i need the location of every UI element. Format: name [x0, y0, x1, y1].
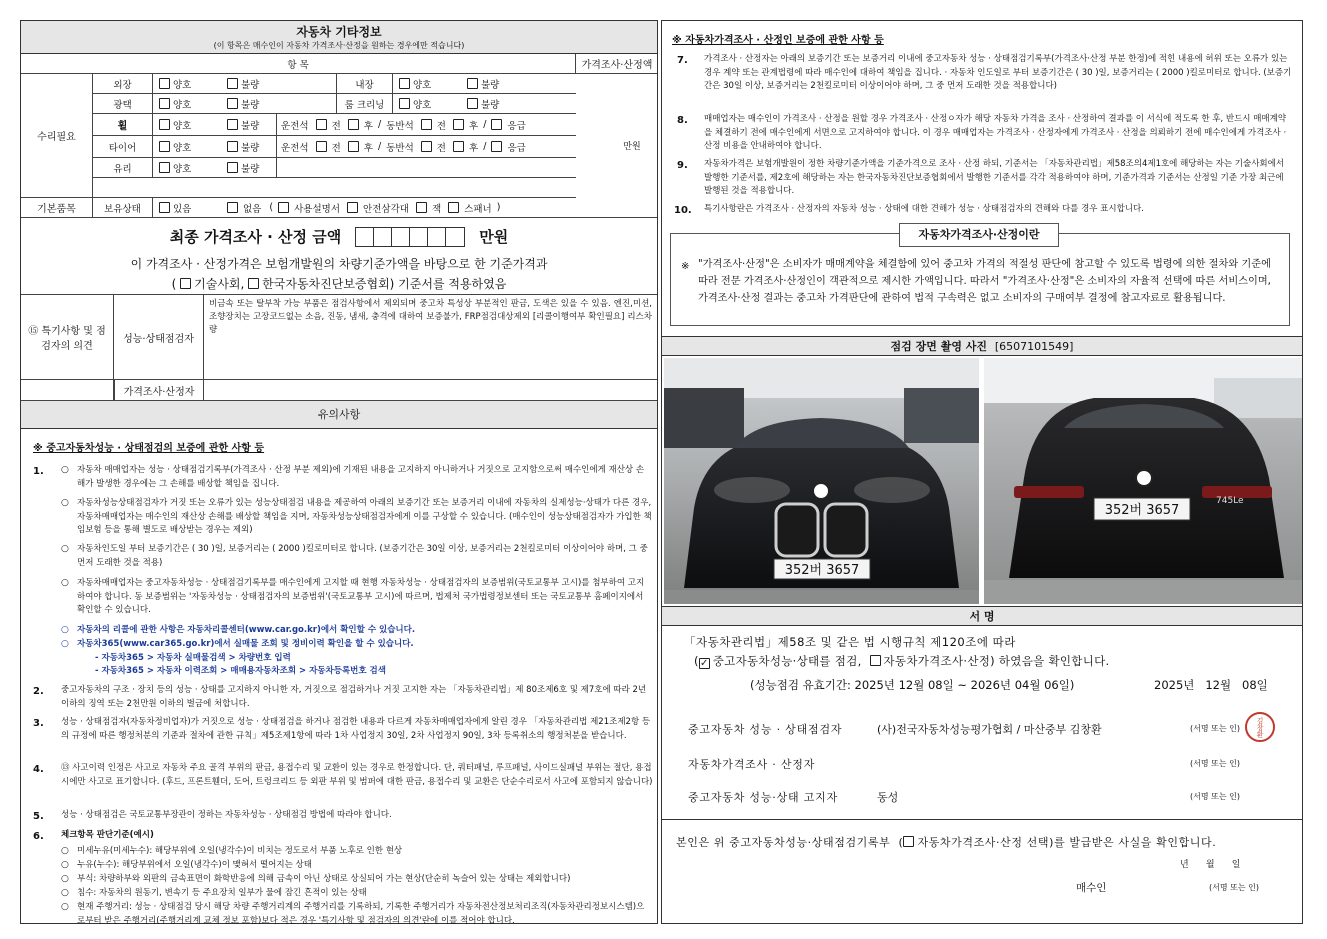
item-number: 1. [33, 466, 44, 477]
inspector-seal: 김창환 [1245, 712, 1275, 742]
car365-path-2: - 자동차365 > 자동차 이력조회 > 매매용자동차조회 > 자동차등록번호 검색 [95, 666, 386, 676]
label-exterior: 외장 [93, 74, 153, 93]
model-badge: 745Le [1216, 496, 1244, 506]
wheel-positions[interactable]: 운전석 전 후 / 동반석 전 후 / 응급 [281, 119, 526, 132]
caution-item: 체크항목 판단기준(예시) [61, 830, 154, 840]
item-number: 10. [674, 205, 692, 216]
signature-header: 서 명 [662, 606, 1302, 626]
tech-society-checkbox[interactable] [180, 278, 191, 289]
row-exterior [93, 74, 576, 94]
receipt-date: 년 월 일 [1180, 860, 1241, 870]
caution-item: 성능 · 상태점검자(자동차정비업자)가 거짓으로 성능 · 상태점검을 하거나 점검한 내용과 다르게 자동차매매업자에게 알린 경우 「자동차관리법 제21조제2항 등의 규정에 따른 행정처분의 기준과 절차에 관한 규칙」제5조제1항에 따라 1차 사업정지 30일, 2차 사업정지 90일, 3차 등록취소의 행정처분을 받습니다. [61, 717, 651, 741]
item-number: 5. [33, 811, 44, 822]
caution-item: ○ 자동차성능상태점검자가 거짓 또는 오류가 있는 성능상태점검 내용을 제공하여 아래의 보증기간 또는 보증거리 이내에 자동차의 실제성능·상태가 다른 경우, 자동차매매업자는 매수인의 재산상 손해를 배상할 책임을 지며, 자동차성능상태점검자에게 이를 구상할 수 있습니다. (매수인이 성능상태점검자가 가입한 책임보험 등을 통해 별도로 배상받는 경우는 제외) [77, 497, 652, 538]
criteria-item: ○ 현재 주행거리: 성능 · 상태점검 당시 해당 차량 주행거리계의 주행거리를 기록하되, 기록한 주행거리가 자동차전산정보처리조직(자동차관리정보시스템)으로부터 받은 주행거리(주행거리계 교체 정보 포함)보다 적은 경우 '특기사항 및 점검자의 의견'란에 이를 적어야 합니다. [77, 901, 652, 928]
car365-path-1: - 자동차365 > 자동차 실매물검색 > 차량번호 입력 [95, 653, 291, 663]
law-line: 「자동차관리법」제58조 및 같은 법 시행규칙 제120조에 따라 [684, 635, 1016, 649]
performance-checkbox[interactable] [699, 658, 710, 669]
left-column [20, 20, 658, 924]
inspector-sign-name: (사)전국자동차성능평가협회 / 마산중부 김창환 [877, 723, 1102, 736]
front-plate: 352버 3657 [784, 563, 860, 578]
label-tire: 타이어 [93, 136, 153, 157]
col-price: 가격조사·산정액 [581, 60, 653, 71]
item-number: 4. [33, 764, 44, 775]
criteria-item: ○ 부식: 차량하부와 외판의 금속표면이 화학반응에 의해 금속이 아닌 상태로 상실되어 가는 현상(단순히 녹슬어 있는 상태는 제외합니다) [77, 873, 652, 887]
caution-item: ⑬ 사고이력 인정은 사고로 자동차 주요 골격 부위의 판금, 용접수리 및 교환이 있는 경우로 한정합니다. 단, 쿼터패널, 루프패널, 사이드실패널 부위는 절단, 용접 시에만 사고로 표기합니다. (후드, 프론트휀더, 도어, 트렁크리드 등 외판 부위 및 범퍼에 대한 판금, 용접수리 및 교환은 단순수리로서 사고에 포함되지 않습니다) [61, 763, 653, 787]
recall-link[interactable]: ○ 자동차의 리콜에 관한 사항은 자동차리콜센터(www.car.go.kr)에서 확인할 수 있습니다. [77, 624, 652, 638]
caution-item: ○ 자동차매매업자는 중고자동차성능 · 상태점검기록부를 매수인에게 고지할 때 현행 자동차성능 · 상태점검자의 보증범위(국토교통부 고시)를 첨부하여 고지하여야 합니다. 동 보증범위는 '자동차성능 · 상태점검자의 보증범위'(국토교통부 고시)에 따르며, 법제처 국가법령정보센터 또는 국토교통부 홈페이지에서 확인할 수 있습니다. [77, 577, 652, 618]
final-amount-boxes[interactable] [355, 227, 465, 247]
criteria-item: ○ 침수: 자동차의 원동기, 변속기 등 주요장치 일부가 물에 잠긴 흔적이 있는 상태 [77, 887, 652, 901]
price-inspector-label: 가격조사·산정자 [114, 380, 204, 400]
receipt-section [662, 819, 1302, 925]
car365-link[interactable]: ○ 자동차365(www.car365.go.kr)에서 실매물 조회 및 정비이력 확인을 할 수 있습니다. [77, 638, 652, 652]
rear-plate: 352버 3657 [1104, 503, 1180, 518]
row-owned [93, 198, 576, 217]
row-empty [93, 178, 576, 198]
choice-line: (✓ 중고자동차성능·상태를 점검, 자동차가격조사·산정) 하였음을 확인합니다. [694, 653, 1109, 669]
photo-header [662, 336, 1302, 356]
validity-period: (성능점검 유효기간: 2025년 12월 08일 ~ 2026년 04월 06일) [750, 678, 1075, 692]
final-amount-unit: 만원 [479, 228, 509, 246]
other-info-header [21, 21, 657, 54]
opt-have[interactable]: 있음 [153, 198, 221, 217]
opt-good[interactable]: 양호 [393, 74, 461, 93]
opt-bad[interactable]: 불량 [461, 74, 576, 93]
item-number: 2. [33, 686, 44, 697]
row-glass [93, 158, 576, 178]
sign-or-seal: (서명 또는 인) [1209, 883, 1259, 892]
label-gloss: 광택 [93, 94, 153, 113]
price-info-title: 자동차가격조사·산정이란 [899, 223, 1059, 247]
other-info-table [21, 54, 657, 217]
opt-bad[interactable]: 불량 [221, 94, 337, 113]
basis-line2: ( 기술사회, 한국자동차진단보증협회) 기준서를 적용하였음 [171, 277, 507, 291]
label-room-cleaning: 룸 크리닝 [337, 94, 393, 113]
photo-title: 점검 장면 촬영 사진 [890, 340, 988, 353]
inspector-opinion: 비금속 또는 탈부착 가능 부품은 점검사항에서 제외되며 중고차 특성상 부분적인 판금, 도색은 있을 수 있음. 엔진,미션, 조향장치는 고장코드없는 소음, 진동, 냄새, 충격에 대하여 보증불가, FRP점검대상제외 [리콜이행여부 확인필요] 리스차량 [209, 299, 652, 335]
item-number: 8. [677, 115, 688, 126]
guarantee-item: 자동차가격은 보험개발원이 정한 차량기준가액을 기준가격으로 조사 · 산정 하되, 기준서는 「자동차관리법」제58조의4제1호에 해당하는 자는 기술사회에서 발행한 기준서를, 제2호에 해당하는 자는 한국자동차진단보증협회에서 발행한 기준서를 각각 적용하여야 하며, 기준가격과 기준서는 산정일 기준 가장 최근에 발행된 것을 적용합니다. [704, 159, 1285, 196]
row-tire [93, 136, 576, 158]
final-amount [21, 218, 657, 298]
receipt-line: 본인은 위 중고자동차성능·상태점검기록부 ( 자동차가격조사·산정 선택)를 발급받은 사실을 확인합니다. [676, 836, 1217, 849]
guarantee-item: 매매업자는 매수인이 가격조사 · 산정을 원할 경우 가격조사 · 산정ㅇ자가 해당 자동차 가격을 조사 · 산정하여 결과를 이 서식에 적도록 한 후, 반드시 매매계약을 체결하기 전에 매수인에게 서면으로 고지하여야 합니다. 이 경우 매매업자는 가격조사 · 산정자에게 가격조사 · 산정을 의뢰하기 전에 매수인에게 가격조사 · 산정 비용을 안내하여야 합니다. [704, 114, 1287, 151]
sign-or-seal: (서명 또는 인) [1190, 759, 1240, 768]
basis-line1: 이 가격조사 · 산정가격은 보험개발원의 차량기준가액을 바탕으로 한 기준가격과 [130, 257, 548, 271]
notifier-name: 동성 [877, 791, 899, 804]
kadia-checkbox[interactable] [248, 278, 259, 289]
price-info-text: "가격조사·산정"은 소비자가 매매계약을 체결함에 있어 중고차 가격의 적절성 판단에 참고할 수 있도록 법령에 의한 절차와 기준에 따라 전문 가격조사·산정인이 객관적으로 제시한 가액입니다. 따라서 "가격조사·산정"은 소비자의 자율적 선택에 따른 서비스이며, 가격조사·산정 결과는 중고차 가격판단에 관하여 법적 구속력은 없고 소비자의 구매여부 결정에 참고자료로 활용됩니다. [698, 259, 1271, 304]
opt-good[interactable]: 양호 [153, 114, 221, 135]
repair-label: 수리필요 [21, 74, 93, 198]
inspector-sign-label: 중고자동차 성능 · 상태점검자 [688, 723, 843, 736]
caution-item: ○ 자동차인도일 부터 보증기간은 ( 30 )일, 보증거리는 ( 2000 )킬로미터로 합니다. (보증기간은 30일 이상, 보증거리는 2천킬로미터 이상이어야 하며, 그 중 먼저 도래한 것을 적용) [77, 543, 652, 570]
price-survey-checkbox[interactable] [870, 655, 881, 666]
price-sign-label: 자동차가격조사 · 산정자 [688, 758, 816, 771]
col-item: 항 목 [21, 54, 576, 73]
opt-good[interactable]: 양호 [153, 74, 221, 93]
opt-bad[interactable]: 불량 [221, 158, 277, 177]
label-glass: 유리 [93, 158, 153, 177]
item-number: 7. [677, 55, 688, 66]
row-gloss [93, 94, 576, 114]
right-column [661, 20, 1303, 924]
price-info-box [670, 228, 1290, 326]
opt-bad[interactable]: 불량 [221, 114, 277, 135]
photo-code: [6507101549] [994, 340, 1074, 353]
opt-good[interactable]: 양호 [153, 94, 221, 113]
item-number: 6. [33, 831, 44, 842]
caution-item: 성능 · 상태점검은 국토교통부장관이 정하는 자동차성능 · 상태점검 방법에 따라야 합니다. [61, 810, 392, 820]
criteria-item: ○ 누유(누수): 해당부위에서 오일(냉각수)이 맺혀서 떨어지는 상태 [77, 859, 652, 873]
opt-good[interactable]: 양호 [153, 136, 221, 157]
price-guarantee-heading: ※ 자동차가격조사 · 산정인 보증에 관한 사항 등 [672, 35, 884, 46]
owned-items[interactable]: 없음 ( 사용설명서 안전삼각대 잭 스패너 ) [221, 198, 576, 217]
other-info-title: 자동차 기타정보 [296, 25, 382, 39]
special-notes-label: ⑮ 특기사항 및 점검자의 의견 [21, 295, 114, 379]
rear-car-photo [984, 358, 1302, 604]
sign-date: 2025년 12월 08일 [1154, 678, 1268, 692]
notifier-label: 중고자동차 성능·상태 고지자 [688, 791, 839, 804]
price-unit: 만원 [623, 142, 641, 152]
sign-or-seal: (서명 또는 인) [1190, 724, 1240, 733]
price-info-mark: ※ [681, 261, 690, 272]
caution-title: 유의사항 [21, 401, 657, 429]
item-number: 3. [33, 718, 44, 729]
caution-item: 중고자동차의 구조 · 장치 등의 성능 · 상태를 고지하지 아니한 자, 거짓으로 점검하거나 거짓 고지한 자는 「자동차관리법」제 80조제6호 및 제7호에 따라 2년 이하의 징역 또는 2천만원 이하의 벌금에 처합니다. [61, 685, 647, 709]
buyer-label: 매수인 [1076, 882, 1107, 894]
table-header-row [21, 54, 657, 74]
item-number: 9. [677, 160, 688, 171]
caution-item: ○ 자동차 매매업자는 성능 · 상태점검기록부(가격조사 · 산정 부분 제외)에 기재된 내용을 고지하지 아니하거나 거짓으로 고지함으로써 매수인에게 재산상 손해가 발생한 경우에는 그 손해를 배상할 책임을 집니다. [77, 464, 652, 491]
opt-good[interactable]: 양호 [153, 158, 221, 177]
other-info-subtitle: (이 항목은 매수인이 자동차 가격조사·산정을 원하는 경우에만 적습니다) [213, 41, 465, 50]
opt-bad[interactable]: 불량 [461, 94, 576, 113]
guarantee-item: 가격조사 · 산정자는 아래의 보증기간 또는 보증거리 이내에 중고자동차 성능 · 상태점검기록부(가격조사·산정 부분 한정)에 적힌 내용에 허위 또는 오류가 있는 경우 계약 또는 관계법령에 따라 매수인에 대하여 책임을 집니다. · 자동차 인도일로 부터 보증기간은 ( 30 )일, 보증거리는 ( 2000 )킬로미터로 합니다. (보증기간은 30일 이상, 보증거리는 2천킬로미터 이상이어야 하며, 그 중 먼저 도래한 것을 적용합니다) [704, 54, 1292, 91]
front-car-photo [664, 358, 979, 604]
row-wheel [93, 114, 576, 136]
criteria-item: ○ 미세누유(미세누수): 해당부위에 오일(냉각수)이 비치는 정도로서 부품 노후로 인한 현상 [77, 845, 652, 859]
inspector-label: 성능·상태점검자 [114, 295, 204, 379]
final-amount-label: 최종 가격조사 · 산정 금액 [169, 228, 342, 246]
label-owned: 보유상태 [93, 198, 153, 217]
label-interior: 내장 [337, 74, 393, 93]
special-notes [21, 294, 657, 380]
receipt-price-checkbox[interactable] [903, 836, 914, 847]
guarantee-item: 특기사항란은 가격조사 · 산정자의 자동차 성능 · 상태에 대한 견해가 성능 · 상태점검자의 견해와 다를 경우 표시합니다. [704, 204, 1144, 214]
tire-positions[interactable]: 운전석 전 후 / 동반석 전 후 / 응급 [281, 141, 526, 154]
sign-or-seal: (서명 또는 인) [1190, 792, 1240, 801]
caution-heading: ※ 중고자동차성능 · 상태점검의 보증에 관한 사항 등 [33, 443, 265, 454]
opt-good[interactable]: 양호 [393, 94, 461, 113]
label-wheel: 휠 [93, 114, 153, 135]
basic-items-label: 기본품목 [21, 198, 93, 217]
opt-bad[interactable]: 불량 [221, 136, 277, 157]
opt-bad[interactable]: 불량 [221, 74, 337, 93]
